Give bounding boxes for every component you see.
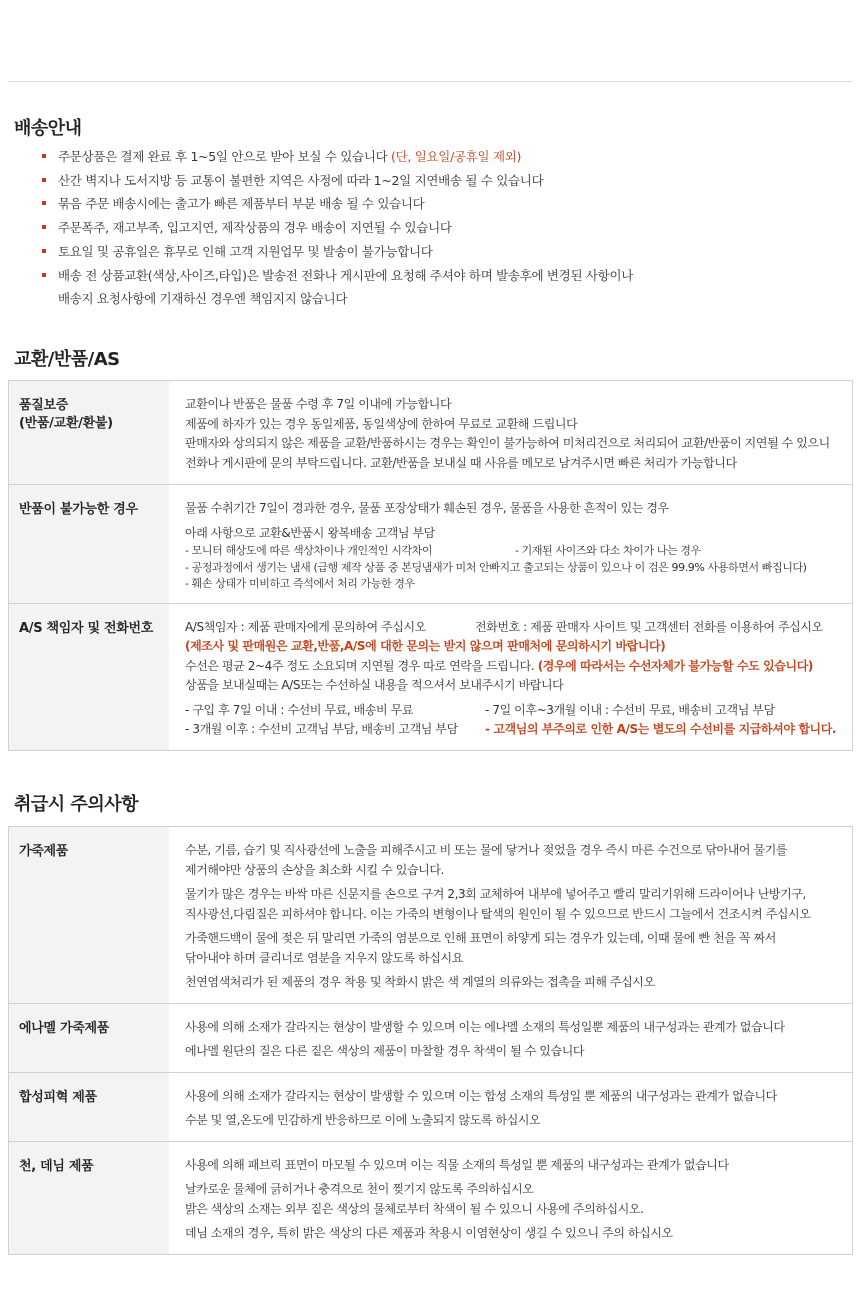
exchange-title: 교환/반품/AS bbox=[14, 349, 120, 370]
list-item: 산간 벽지나 도서지방 등 교통이 불편한 지역은 사정에 따라 1~2일 지연배송 될 수 있습니다 bbox=[42, 169, 842, 193]
bullet-icon bbox=[42, 154, 46, 158]
bullet-icon bbox=[42, 273, 46, 277]
bullet-icon bbox=[42, 201, 46, 205]
list-item: 묶음 주문 배송시에는 출고가 빠른 제품부터 부분 배송 될 수 있습니다 bbox=[42, 192, 842, 216]
bullet-icon bbox=[42, 178, 46, 182]
row-content-leather: 수분, 기름, 습기 및 직사광선에 노출을 피해주시고 비 또는 물에 닿거나 젖었을 경우 즉시 마른 수건으로 닦아내어 물기를 제거해야만 상품의 손상을 최소화 시킬 수 있습니다. 물기가 많은 경우는 바싹 마른 신문지를 손으로 구겨 2,3회 교체하여 내부에 넣어주고 빨리 말리기위해 드라이어나 난방기구, 직사광선,다림질은 피하셔야 합니다. 이는 가죽의 변형이나 탈색의 원인이 될 수 있으므로 반드시 그늘에서 건조시켜 주십시오 가죽핸드백이 물에 젖은 뒤 말리면 가죽의 염분으로 인해 표면이 하얗게 되는 경우가 있는데, 이때 물에 빤 천을 꼭 짜서 닦아내야 하며 클리너로 염분을 지우지 않도록 하십시요 천연염색처리가 된 제품의 경우 착용 및 착화시 밝은 색 계열의 의류와는 접촉을 피해 주십시오 bbox=[169, 827, 853, 1004]
row-header-enamel: 에나멜 가죽제품 bbox=[9, 1003, 170, 1072]
shipping-list bbox=[42, 145, 842, 311]
row-content-unavailable: 물품 수취기간 7일이 경과한 경우, 물품 포장상태가 훼손된 경우, 물품을 사용한 흔적이 있는 경우 아래 사항으로 교환&반품시 왕복배송 고객님 부담 - 모니터 해상도에 따른 색상차이나 개인적인 시각차이 - 기재된 사이즈와 다소 차이가 나는 경우 - 공정과정에서 생기는 냄새 (급행 제작 상품 중 본딩냄새가 미처 안빠지고 출고되는 상품이 있으나 이 검은 99.9% 사용하면서 빠집니다) - 훼손 상태가 미비하고 즉석에서 처리 가능한 경우 bbox=[169, 485, 853, 604]
row-content-synthetic: 사용에 의해 소재가 갈라지는 현상이 발생할 수 있으며 이는 합성 소재의 특성일 뿐 제품의 내구성과는 관계가 없습니다 수분 및 열,온도에 민감하게 반응하므로 이에 노출되지 않도록 하십시오 bbox=[169, 1072, 853, 1141]
table-row bbox=[9, 1072, 853, 1141]
row-header-unavailable: 반품이 불가능한 경우 bbox=[9, 485, 170, 604]
row-content-fabric: 사용에 의해 패브릭 표면이 마모될 수 있으며 이는 직물 소재의 특성일 뿐 제품의 내구성과는 관계가 없습니다 날카로운 물체에 긁히거나 충격으로 천이 찢기지 않도록 주의하십시오 밝은 색상의 소재는 외부 짙은 색상의 물체로부터 착색이 될 수 있으니 사용에 주의하십시오. 데님 소재의 경우, 특히 밝은 색상의 다른 제품과 착용시 이염현상이 생길 수 있으니 주의 하십시오 bbox=[169, 1141, 853, 1254]
list-item: 주문상품은 결제 완료 후 1~5일 안으로 받아 보실 수 있습니다 (단, 일요일/공휴일 제외) bbox=[42, 145, 842, 169]
row-header-as: A/S 책임자 및 전화번호 bbox=[9, 603, 170, 750]
top-divider bbox=[8, 81, 852, 82]
care-table bbox=[8, 826, 853, 1255]
list-item: 토요일 및 공휴일은 휴무로 인해 고객 지원업무 및 발송이 불가능합니다 bbox=[42, 240, 842, 264]
row-content-enamel: 사용에 의해 소재가 갈라지는 현상이 발생할 수 있으며 이는 에나멜 소재의 특성일뿐 제품의 내구성과는 관계가 없습니다 에나멜 원단의 질은 다른 짙은 색상의 제품이 마찰할 경우 착색이 될 수 있습니다 bbox=[169, 1003, 853, 1072]
row-header-leather: 가죽제품 bbox=[9, 827, 170, 1004]
row-header-synthetic: 합성피혁 제품 bbox=[9, 1072, 170, 1141]
list-item: 주문폭주, 재고부족, 입고지연, 제작상품의 경우 배송이 지연될 수 있습니다 bbox=[42, 216, 842, 240]
table-row bbox=[9, 827, 853, 1004]
row-content-as: A/S책임자 : 제품 판매자에게 문의하여 주십시오 전화번호 : 제품 판매자 사이트 및 고객센터 전화를 이용하여 주십시오 (제조사 및 판매원은 교환,반품,A/S에 대한 문의는 받지 않으며 판매처에 문의하시기 바랍니다) 수선은 평균 2~4주 정도 소요되며 지연될 경우 따로 연락을 드립니다. (경우에 따라서는 수선자체가 불가능할 수도 있습니다) 상품을 보내실때는 A/S또는 수선하실 내용을 적으셔서 보내주시기 바랍니다 - 구입 후 7일 이내 : 수선비 무료, 배송비 무료 - 7일 이후~3개월 이내 : 수선비 무료, 배송비 고객님 부담 - 3개월 이후 : 수선비 고객님 부담, 배송비 고객님 부담 - 고객님의 부주의로 인한 A/S는 별도의 수선비를 지급하셔야 합니다. bbox=[169, 603, 853, 750]
row-header-fabric: 천, 데님 제품 bbox=[9, 1141, 170, 1254]
care-title: 취급시 주의사항 bbox=[14, 794, 138, 815]
table-row bbox=[9, 603, 853, 750]
shipping-title: 배송안내 bbox=[14, 118, 82, 139]
row-content-quality: 교환이나 반품은 물품 수령 후 7일 이내에 가능합니다 제품에 하자가 있는 경우 동일제품, 동일색상에 한하여 무료로 교환해 드립니다 판매자와 상의되지 않은 제품을 교환/반품하시는 경우는 확인이 불가능하여 미처리건으로 처리되어 교환/반품이 지연될 수 있으니 전화나 게시판에 문의 부탁드립니다. 교환/반품을 보내실 때 사유를 메모로 남겨주시면 빠른 처리가 가능합니다 bbox=[169, 381, 853, 485]
table-row bbox=[9, 1141, 853, 1254]
table-row bbox=[9, 485, 853, 604]
list-item-continuation: 배송지 요청사항에 기재하신 경우엔 책임지지 않습니다 bbox=[58, 291, 348, 307]
row-header-quality: 품질보증 (반품/교환/환불) bbox=[9, 381, 170, 485]
bullet-icon bbox=[42, 225, 46, 229]
list-item: 배송 전 상품교환(색상,사이즈,타입)은 발송전 전화나 게시판에 요청해 주셔야 하며 발송후에 변경된 사항이나 bbox=[42, 264, 842, 288]
exchange-table bbox=[8, 380, 853, 751]
bullet-icon bbox=[42, 249, 46, 253]
table-row bbox=[9, 381, 853, 485]
table-row bbox=[9, 1003, 853, 1072]
